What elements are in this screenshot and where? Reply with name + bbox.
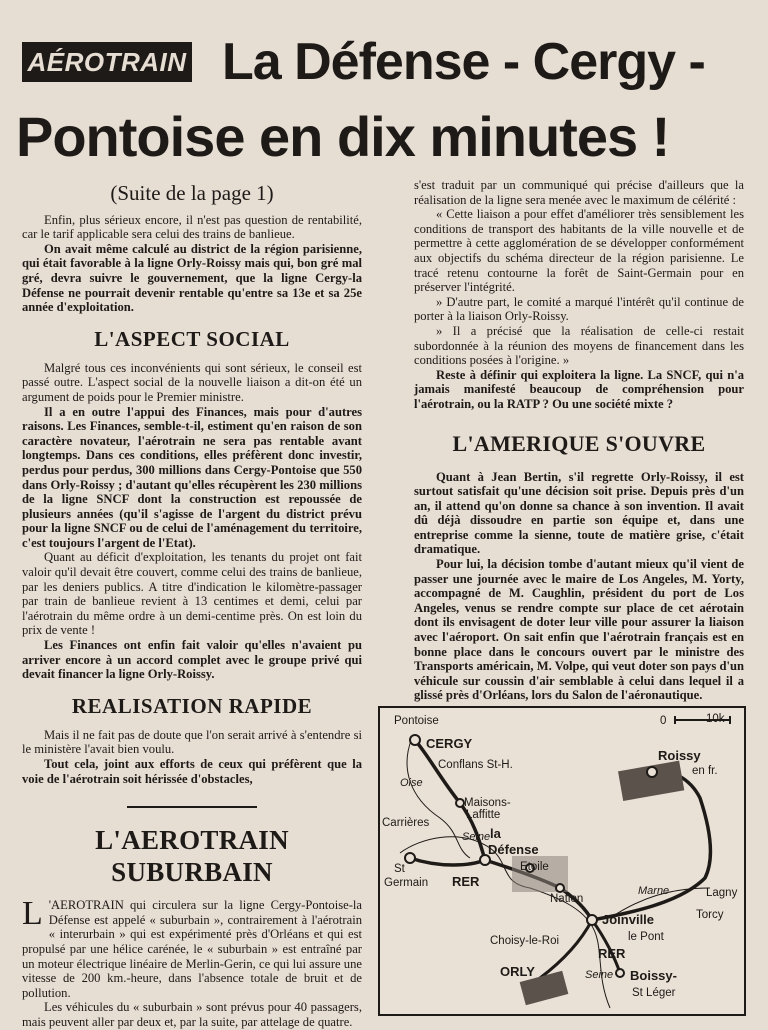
label-orly: ORLY <box>500 964 535 979</box>
label-etoile: Etoile <box>520 861 549 873</box>
label-roissy: Roissy <box>658 748 701 763</box>
label-choisy: Choisy-le-Roi <box>490 935 560 947</box>
paragraph: Les Finances ont enfin fait valoir qu'elles n'avaient pu arriver encore à un accord complet avec le groupe privé qui devait financer la ligne Orly-Roissy. <box>22 638 362 682</box>
label-joinville: Joinville <box>602 912 655 927</box>
label-laffitte: Laffitte <box>466 809 501 821</box>
paragraph: Pour lui, la décision tombe d'autant mieux qu'il vient de passer une journée avec le maire de Los Angeles, M. Yorty, accompagné de M. Caughlin, président du port de Los Angeles, venus se rendre compte sur place de cet aérotain dont ils envisagent de doter leur ville pour assurer la liaison avec l'aéroport. On sait enfin que l'aérotrain français est en bonne place dans le concours ouvert par le ministre des Transports américain, M. Volpe, qui veut doter son pays d'un véhicule sur coussin d'air semblable à celui dans lequel il a glissé près d'Orléans, lors du Salon de l'aéronautique. <box>414 557 744 703</box>
label-cergy: CERGY <box>426 736 473 751</box>
label-seine-north: Seine <box>462 831 491 843</box>
paragraph: Quant au déficit d'exploitation, les tenants du projet ont fait valoir qu'il devait être couvert, comme celui des trains de banlieue, par les deniers publics. A titre d'indication le kilomètre-passager par train de banlieue revient à 13 centimes et demi, celui par l'aérotrain du même ordre à un demi-centime près. On est loin du prix de vente ! <box>22 550 362 638</box>
paragraph-text: 'AEROTRAIN qui circulera sur la ligne Cergy-Pontoise-la Défense est appelé « suburbain », contrairement à l'aérotrain « interurbain » qui est expérimenté près d'Orléans et qui est propulsé par une hélice carénée, le « suburbain » est entraîné par un moteur électrique linéaire de Merlin-Gerin, ce qui lui assure une vitesse de 200 km.-heure, dans l'absence totale de bruit et de pollution. <box>22 898 362 1000</box>
paragraph: Enfin, plus sérieux encore, il n'est pas question de rentabilité, car le tarif applicable sera celui des trains de banlieue. <box>22 212 362 242</box>
scale-ten: 10k <box>706 713 725 725</box>
headline-line-1: La Défense - Cergy - <box>222 33 705 91</box>
label-pontoise: Pontoise <box>394 715 439 727</box>
label-enfr: en fr. <box>692 765 718 777</box>
station-nation <box>556 884 564 892</box>
route-map <box>378 706 746 1016</box>
label-rer-west: RER <box>452 874 480 889</box>
headline-line-2: Pontoise en dix minutes ! <box>16 105 670 168</box>
oise-river <box>407 738 470 858</box>
paragraph: On avait même calculé au district de la région parisienne, qui était favorable à la ligne Orly-Roissy mais qui, bon gré mal gré, devra suivre le gouvernement, que la ligne Cergy-la Défense ne pourrait devenir rentable qu'entre sa 13e et sa 25e année d'exploitation. <box>22 241 362 315</box>
section-kicker: AÉROTRAIN <box>22 42 192 82</box>
label-boissy: Boissy- <box>630 968 677 983</box>
label-maisons: Maisons- <box>464 797 511 809</box>
label-st-leger: St Léger <box>632 987 676 999</box>
label-defense: Défense <box>488 842 539 857</box>
paragraph: Mais il ne fait pas de doute que l'on serait arrivé à s'entendre si le ministère l'avait bien voulu. <box>22 727 362 757</box>
subheading-realisation: REALISATION RAPIDE <box>71 693 313 718</box>
label-oise: Oise <box>400 777 423 789</box>
paragraph: » D'autre part, le comité a marqué l'intérêt qu'il continue de porter à la liaison Orly-Roissy. <box>414 294 744 324</box>
label-lagny: Lagny <box>706 887 738 899</box>
paragraph: Il a en outre l'appui des Finances, mais pour d'autres raisons. Les Finances, semble-t-il, estiment qu'en raison de son caractère novateur, l'aérotrain ne sera pas rentable avant longtemps. Dans ces conditions, elles préfèrent donc investir, perdus pour perdus, 300 millions dans Cergy-Pontoise que 550 dans Orly-Roissy ; d'autant qu'elles récupèrent les 230 millions de la ligne SNCF dont la construction est repoussée de plusieurs années (qu'il s'agisse de l'argent du district prévu pour la ligne SNCF ou de celui de l'aménagement du territoire, c'est toujours l'argent de l'Etat). <box>22 404 362 550</box>
paragraph: s'est traduit par un communiqué qui précise d'ailleurs que la réalisation de la ligne sera menée avec le maximum de célérité : <box>414 178 744 207</box>
subheading-aerotrain-suburbain: L'AEROTRAIN SUBURBAIN <box>95 825 289 888</box>
left-column <box>22 181 362 1030</box>
paragraph: Les véhicules du « suburbain » sont prévus pour 40 passagers, mais peuvent aller par deux et, par la suite, par attelage de quatre. <box>22 1000 362 1029</box>
label-torcy: Torcy <box>696 909 724 921</box>
paragraph: Tout cela, joint aux efforts de ceux qui préfèrent que la voie de l'aérotrain soit hérissée d'obstacles, <box>22 757 362 786</box>
label-la: la <box>490 826 501 841</box>
map-drawing <box>380 708 744 1014</box>
right-column <box>414 178 744 703</box>
label-rer-south: RER <box>598 946 626 961</box>
station-joinville <box>587 915 597 925</box>
paragraph: « Cette liaison a pour effet d'améliorer très sensiblement les conditions de transport des habitants de la ville nouvelle et de permettre à cette agglomération de se développer conformément aux objectifs du schéma directeur de la région parisienne. Le tracé retenu contourne la forêt de Saint-Germain pour en préserver l'intégrité. <box>414 207 744 295</box>
scale-zero: 0 <box>660 715 667 727</box>
subheading-amerique: L'AMERIQUE S'OUVRE <box>452 430 706 456</box>
station-roissy <box>647 767 657 777</box>
paragraph: Reste à définir qui exploitera la ligne. La SNCF, qui n'a jamais manifesté beaucoup de compréhension pour l'aérotrain, ou la RATP ? Ou une société mixte ? <box>414 367 744 411</box>
station-cergy <box>410 735 420 745</box>
divider <box>127 806 257 808</box>
scale-bar <box>660 713 730 727</box>
paragraph: Malgré tous ces inconvénients qui sont sérieux, le conseil est passé outre. L'aspect social de la nouvelle liaison a dit-on été un argument de poids pour le Premier ministre. <box>22 360 362 404</box>
label-germain: Germain <box>384 877 429 889</box>
drop-cap: L <box>22 895 43 933</box>
paragraph <box>22 895 362 1000</box>
subheading-aspect-social: L'ASPECT SOCIAL <box>94 326 290 351</box>
label-seine-south: Seine <box>585 969 614 981</box>
label-marne: Marne <box>638 885 670 897</box>
station-boissy <box>616 969 624 977</box>
label-carrieres: Carrières <box>382 817 430 829</box>
paragraph: » Il a précisé que la réalisation de celle-ci restait subordonnée à la réunion des moyens de financement dans les conditions posées à l'origine. » <box>414 323 744 368</box>
paragraph: Quant à Jean Bertin, s'il regrette Orly-Roissy, il est surtout satisfait qu'une décision soit prise. Depuis près d'un an, il attend qu'on donne sa chance à son invention. Il avait dû déjà dissoudre en partie son équipe et, dans une entreprise comme la sienne, toute de matière grise, c'était dramatique. <box>414 469 744 557</box>
label-le-pont: le Pont <box>628 931 664 943</box>
station-maisons <box>456 799 464 807</box>
continuation-note: (Suite de la page 1) <box>110 181 274 205</box>
label-st: St <box>394 863 405 875</box>
label-nation: Nation <box>550 893 584 905</box>
label-conflans: Conflans St-H. <box>438 759 513 771</box>
station-st-germain <box>405 853 415 863</box>
